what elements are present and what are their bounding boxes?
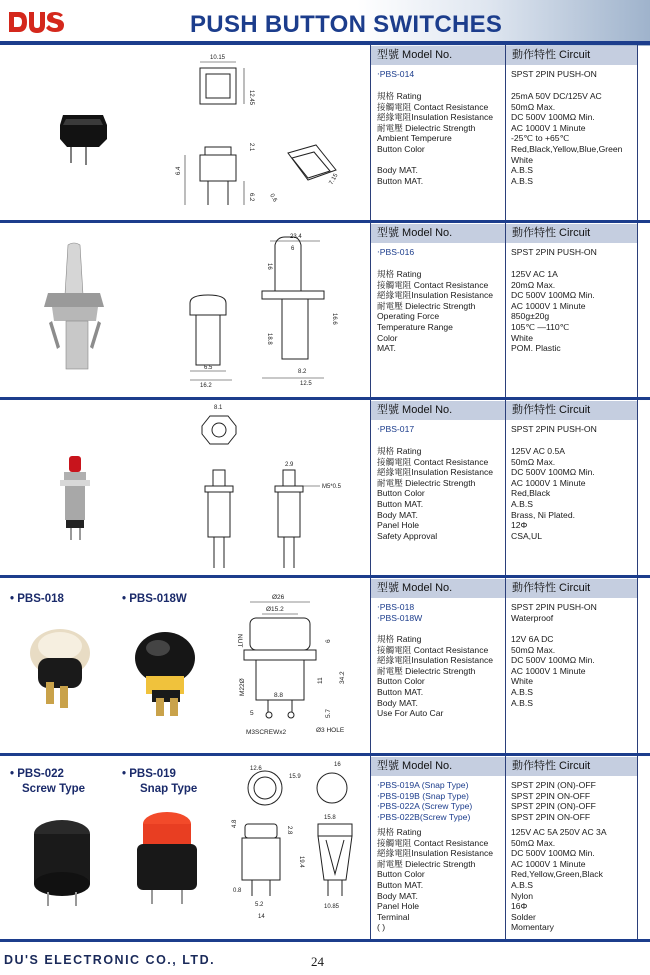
model-number: ‧PBS-017: [377, 424, 415, 434]
spec-label: ( ): [377, 922, 386, 933]
spec-label: 耐電壓 Dielectric Strength: [377, 300, 476, 311]
circuit-type: SPST 2PIN PUSH-ON: [511, 424, 597, 434]
dim-label: NUT: [236, 634, 243, 648]
spec-label: 接觸電阻 Contact Resistance: [377, 279, 489, 290]
dim-label: 2.8: [286, 826, 292, 835]
spec-value: A.B.S: [511, 165, 533, 176]
spec-value: DC 500V 100MΩ Min.: [511, 848, 595, 859]
dim-label: 6.2: [248, 193, 254, 202]
spec-label: 規格 Rating: [377, 827, 422, 837]
circuit-list: [511, 780, 596, 822]
spec-label: 規格 Rating: [377, 91, 422, 101]
spec-label: [377, 155, 493, 166]
spec-label: Button Color: [377, 676, 425, 687]
dim-label: Ø3 HOLE: [316, 727, 345, 734]
spec-values: [511, 446, 595, 541]
dim-label: 4.8: [232, 819, 238, 828]
column-rule: [637, 400, 638, 578]
pbs-014-drawing: [0, 45, 370, 223]
spec-value: A.B.S: [511, 498, 533, 509]
dim-label: 5.7: [325, 708, 332, 718]
spec-label: 接觸電阻 Contact Resistance: [377, 456, 489, 467]
circuit-header: 動作特性 Circuit: [506, 224, 637, 243]
spec-values: [511, 269, 595, 354]
model-number: ‧PBS-018: [377, 602, 415, 612]
spec-value: White: [511, 154, 533, 165]
model-number: ‧PBS-016: [377, 247, 415, 257]
spec-value: DC 500V 100MΩ Min.: [511, 112, 595, 123]
dim-label: 10.15: [210, 55, 226, 61]
spec-label: Temperature Range: [377, 321, 453, 332]
product-label-snap-type: Snap Type: [140, 783, 198, 795]
dim-label: 2.9: [285, 462, 294, 468]
spec-label: Button Color: [377, 488, 425, 499]
column-rule: [370, 223, 371, 400]
spec-label: Body MAT.: [377, 890, 418, 901]
model-header: 型號 Model No.: [371, 401, 505, 420]
spec-label: 絕緣電阻Insulation Resistance: [377, 467, 494, 478]
spec-label: Button MAT.: [377, 175, 424, 186]
spec-label: Button MAT.: [377, 686, 424, 697]
spec-value: 50mΩ Max.: [511, 837, 556, 848]
circuit-type: SPST 2PIN (ON)-OFF: [511, 780, 596, 790]
model-number: ‧PBS-022B(Screw Type): [377, 811, 471, 822]
spec-label: 絕緣電阻Insulation Resistance: [377, 655, 494, 666]
dim-label: M22Ø: [239, 678, 246, 696]
product-section-pbs-016: [0, 223, 650, 400]
spec-label: 耐電壓 Dielectric Strength: [377, 858, 476, 869]
dim-label: 12.6: [250, 766, 262, 772]
model-header: 型號 Model No.: [371, 46, 505, 65]
model-list: [377, 424, 414, 435]
model-number: ‧PBS-019B (Snap Type): [377, 790, 469, 801]
page-number: 24: [311, 954, 324, 969]
circuit-type: SPST 2PIN ON-OFF: [511, 790, 591, 801]
spec-value: 50mΩ Max.: [511, 101, 556, 112]
dim-label: 16.6: [331, 313, 337, 325]
model-list: [377, 602, 422, 623]
dim-label: 34.2: [339, 671, 346, 684]
spec-label: 絕緣電阻Insulation Resistance: [377, 112, 494, 123]
spec-value: 125V AC 1A: [511, 269, 558, 279]
spec-label: 耐電壓 Dielectric Strength: [377, 477, 476, 488]
product-section-pbs-019-022: [0, 756, 650, 942]
spec-value: Brass, Ni Plated.: [511, 509, 575, 520]
circuit-list: [511, 247, 597, 258]
dim-label: 5: [250, 710, 254, 717]
spec-label: 絕緣電阻Insulation Resistance: [377, 848, 494, 859]
spec-label: Body MAT.: [377, 697, 418, 708]
spec-value: DC 500V 100MΩ Min.: [511, 655, 595, 666]
spec-label: Safety Approval: [377, 530, 438, 541]
header-band: [0, 0, 650, 46]
dim-label: 10.85: [324, 904, 340, 910]
spec-value: A.B.S: [511, 686, 533, 697]
spec-label: Body MAT.: [377, 509, 418, 520]
spec-value: Nylon: [511, 890, 533, 901]
circuit-list: [511, 69, 597, 80]
spec-value: 25mA 50V DC/125V AC: [511, 91, 602, 101]
dim-label: 19.4: [298, 856, 304, 868]
dim-label: 6.4: [176, 166, 182, 175]
spec-label: 接觸電阻 Contact Resistance: [377, 644, 489, 655]
column-rule: [637, 578, 638, 756]
spec-label: Ambient Temperure: [377, 133, 452, 144]
dim-label: 6: [325, 639, 332, 643]
dim-label: M3SCREWx2: [246, 729, 287, 736]
spec-labels: [377, 634, 493, 719]
circuit-type: SPST 2PIN PUSH-ON: [511, 247, 597, 257]
model-number: ‧PBS-019A (Snap Type): [377, 780, 469, 790]
dim-label: 16.2: [200, 383, 212, 389]
dim-label: 15.8: [324, 815, 336, 821]
column-rule: [505, 223, 506, 400]
dim-label: 8.2: [298, 369, 307, 375]
spec-values: [511, 91, 622, 186]
product-label-pbs-019: • PBS-019: [122, 768, 176, 780]
spec-label: MAT.: [377, 343, 396, 354]
dim-label: 5.2: [255, 902, 264, 908]
spec-value: White: [511, 676, 533, 687]
spec-value: AC 1000V 1 Minute: [511, 300, 586, 311]
spec-value: A.B.S: [511, 879, 533, 890]
column-rule: [637, 756, 638, 942]
spec-label: Button MAT.: [377, 879, 424, 890]
spec-value: 50mΩ Max.: [511, 644, 556, 655]
dim-label: 15.9: [289, 774, 301, 780]
dim-label: 2.1: [248, 143, 254, 152]
spec-value: 12Φ: [511, 520, 528, 531]
spec-value: 12V 6A DC: [511, 634, 554, 644]
spec-label: 接觸電阻 Contact Resistance: [377, 837, 489, 848]
spec-value: Red,Yellow,Green,Black: [511, 869, 603, 880]
dim-label: 18.8: [266, 333, 272, 345]
dim-label: 16: [266, 263, 272, 270]
product-label-screw-type: Screw Type: [22, 783, 86, 795]
dim-label: 0.6: [268, 193, 278, 204]
spec-labels: [377, 446, 493, 541]
model-list: [377, 247, 414, 258]
model-header: 型號 Model No.: [371, 757, 505, 776]
column-rule: [637, 45, 638, 223]
spec-value: Red,Black,Yellow,Blue,Green: [511, 143, 623, 154]
column-rule: [505, 400, 506, 578]
dim-label: 8.1: [214, 405, 223, 411]
column-rule: [370, 45, 371, 223]
spec-labels: [377, 827, 493, 933]
column-rule: [370, 400, 371, 578]
spec-value: -25℃ to +65℃: [511, 133, 570, 144]
spec-value: 105℃ —110℃: [511, 321, 570, 332]
spec-label: 接觸電阻 Contact Resistance: [377, 101, 489, 112]
spec-value: 16Φ: [511, 901, 528, 912]
spec-label: 耐電壓 Dielectric Strength: [377, 122, 476, 133]
model-number: ‧PBS-018W: [377, 612, 423, 623]
spec-value: A.B.S: [511, 697, 533, 708]
spec-value: A.B.S: [511, 175, 533, 186]
spec-value: AC 1000V 1 Minute: [511, 477, 586, 488]
spec-labels: [377, 269, 493, 354]
circuit-list: [511, 424, 597, 435]
spec-value: Momentary: [511, 922, 554, 933]
dim-label: 0.8: [233, 888, 242, 894]
model-list: [377, 780, 472, 822]
pbs-016-drawing: [0, 223, 370, 400]
product-label-pbs-022: • PBS-022: [10, 768, 64, 780]
spec-value: POM. Plastic: [511, 343, 561, 354]
dim-label: 12.45: [248, 90, 254, 106]
circuit-type: SPST 2PIN PUSH-ON: [511, 602, 597, 612]
dim-label: M5*0.5: [322, 484, 342, 490]
spec-values: [511, 634, 595, 708]
dim-label: 14: [258, 914, 265, 920]
model-number: ‧PBS-022A (Screw Type): [377, 801, 473, 812]
column-rule: [505, 578, 506, 756]
spec-label: Button MAT.: [377, 498, 424, 509]
dim-label: Ø15.2: [266, 606, 284, 613]
spec-value: CSA,UL: [511, 530, 543, 541]
pbs-017-drawing: [0, 400, 370, 578]
circuit-type: SPST 2PIN PUSH-ON: [511, 69, 597, 79]
dim-label: 7.15: [328, 172, 340, 186]
spec-value: Red,Black: [511, 488, 551, 499]
column-rule: [370, 756, 371, 942]
circuit-type: Waterproof: [511, 612, 554, 623]
circuit-header: 動作特性 Circuit: [506, 579, 637, 598]
dus-logo: [6, 8, 66, 36]
dim-label: 23.4: [290, 234, 302, 240]
spec-label: Body MAT.: [377, 165, 418, 176]
spec-label: 規格 Rating: [377, 446, 422, 456]
product-section-pbs-018: [0, 578, 650, 756]
column-rule: [370, 578, 371, 756]
spec-value: Solder: [511, 911, 536, 922]
spec-value: AC 1000V 1 Minute: [511, 665, 586, 676]
section-rule: [0, 939, 650, 942]
circuit-header: 動作特性 Circuit: [506, 401, 637, 420]
column-rule: [505, 756, 506, 942]
dim-label: Ø26: [272, 594, 285, 601]
circuit-type: SPST 2PIN (ON)-OFF: [511, 801, 596, 812]
circuit-header: 動作特性 Circuit: [506, 46, 637, 65]
dim-label: 12.5: [300, 381, 312, 387]
spec-value: AC 1000V 1 Minute: [511, 858, 586, 869]
spec-value: AC 1000V 1 Minute: [511, 122, 586, 133]
dim-label: 6.5: [204, 365, 213, 371]
dim-label: 16: [334, 762, 341, 768]
dim-label: 6: [291, 246, 295, 252]
spec-labels: [377, 91, 493, 186]
spec-label: 規格 Rating: [377, 269, 422, 279]
page-title: PUSH BUTTON SWITCHES: [190, 11, 503, 38]
circuit-header: 動作特性 Circuit: [506, 757, 637, 776]
model-list: [377, 69, 414, 80]
spec-label: Panel Hole: [377, 901, 420, 912]
spec-label: Use For Auto Car: [377, 708, 444, 719]
spec-value: 125V AC 5A 250V AC 3A: [511, 827, 607, 837]
spec-label: 絕緣電阻Insulation Resistance: [377, 290, 494, 301]
spec-value: DC 500V 100MΩ Min.: [511, 290, 595, 301]
spec-value: 850g±20g: [511, 311, 550, 322]
model-header: 型號 Model No.: [371, 224, 505, 243]
spec-label: Button Color: [377, 143, 425, 154]
spec-values: [511, 827, 607, 933]
spec-value: 50mΩ Max.: [511, 456, 556, 467]
spec-label: 規格 Rating: [377, 634, 422, 644]
spec-label: Terminal: [377, 911, 410, 922]
model-number: ‧PBS-014: [377, 69, 415, 79]
product-section-pbs-017: [0, 400, 650, 578]
product-label-pbs-018w: • PBS-018W: [122, 593, 187, 605]
column-rule: [637, 223, 638, 400]
company-name: DU'S ELECTRONIC CO., LTD.: [4, 953, 216, 967]
spec-value: DC 500V 100MΩ Min.: [511, 467, 595, 478]
product-section-pbs-014: [0, 45, 650, 223]
spec-value: 125V AC 0.5A: [511, 446, 565, 456]
spec-value: 20mΩ Max.: [511, 279, 556, 290]
spec-label: Panel Hole: [377, 520, 420, 531]
model-header: 型號 Model No.: [371, 579, 505, 598]
circuit-list: [511, 602, 597, 623]
circuit-type: SPST 2PIN ON-OFF: [511, 811, 591, 822]
spec-value: White: [511, 332, 533, 343]
spec-label: Button Color: [377, 869, 425, 880]
spec-label: Operating Force: [377, 311, 440, 322]
column-rule: [505, 45, 506, 223]
spec-label: Color: [377, 332, 398, 343]
dim-label: 11: [317, 677, 324, 684]
product-label-pbs-018: • PBS-018: [10, 593, 64, 605]
dim-label: 8.8: [274, 692, 284, 699]
spec-label: 耐電壓 Dielectric Strength: [377, 665, 476, 676]
